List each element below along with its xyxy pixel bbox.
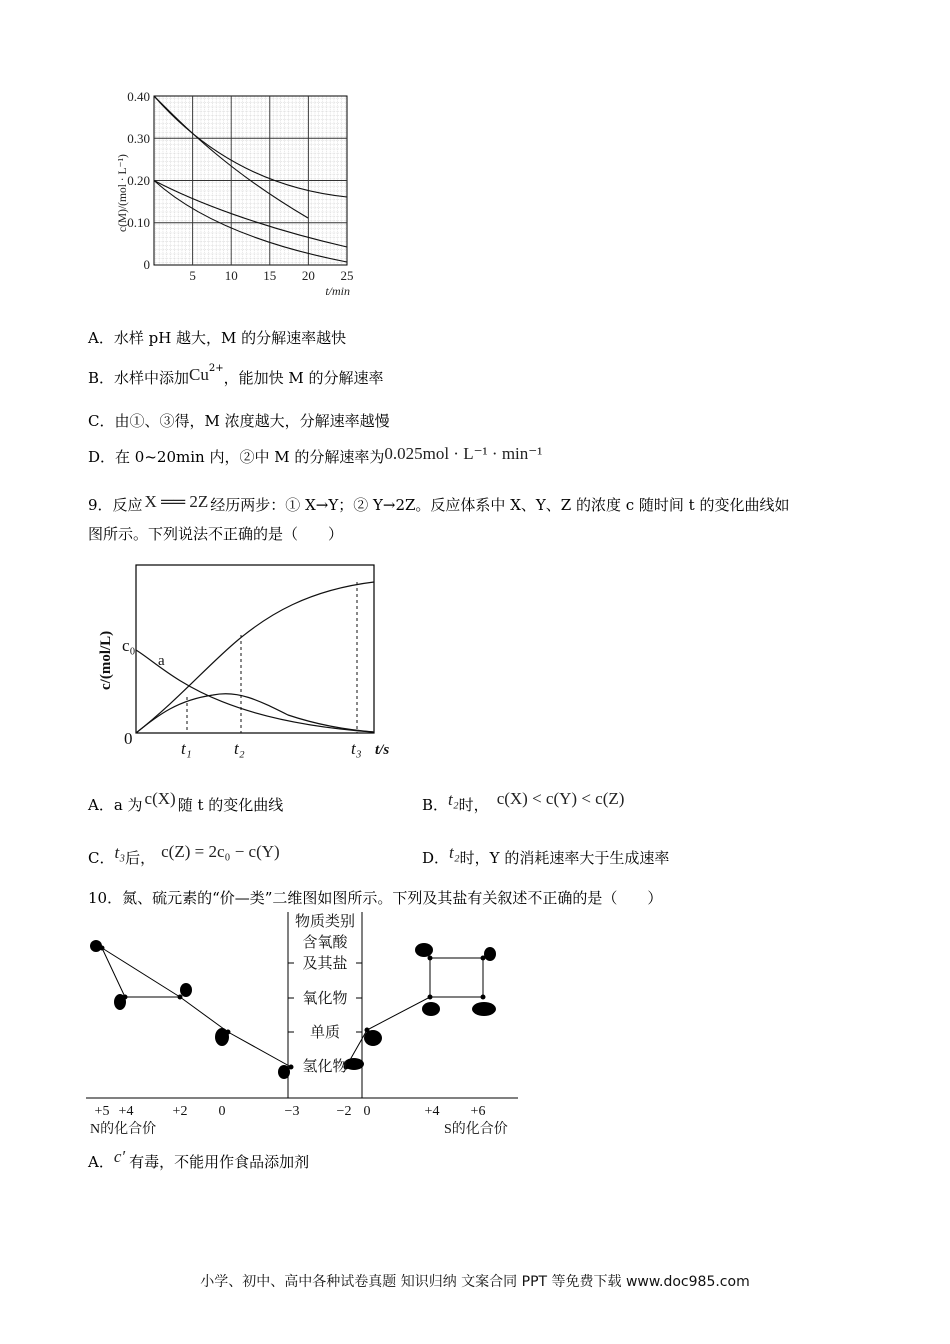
q8-option-d-math: 0.025mol · L⁻¹ · min⁻¹ — [384, 444, 543, 463]
category-title: 物质类别 — [294, 914, 356, 930]
q8-option-b-pre: B．水样中添加 — [88, 369, 190, 387]
n-tick: +5 — [94, 1104, 110, 1119]
category-element: 单质 — [309, 1025, 341, 1041]
n-tick: +2 — [172, 1104, 188, 1119]
s-tick: +4 — [424, 1104, 440, 1119]
origin-label: 0 — [124, 729, 133, 748]
q9-option-b-pre: B． — [422, 796, 449, 814]
q8-option-a: A．水样 pH 越大，M 的分解速率越快 — [88, 329, 347, 347]
n-valence-label: N的化合价 — [90, 1122, 157, 1137]
x-axis-label: t/min — [325, 284, 350, 298]
q9-option-b — [422, 789, 625, 815]
valence-class-diagram — [82, 910, 532, 1138]
q9-option-d-post: 时，Y 的消耗速率大于生成速率 — [459, 849, 670, 867]
y-tick: 0.10 — [127, 215, 150, 230]
category-hydride: 氢化物 — [302, 1059, 348, 1075]
q8-option-b-post: ，能加快 M 的分解速率 — [223, 369, 384, 387]
s-tick: 0 — [363, 1104, 371, 1119]
q9-stem-post: 经历两步：① X→Y；② Y→2Z。反应体系中 X、Y、Z 的浓度 c 随时间 t 的变化曲线如 — [210, 496, 790, 514]
q9-option-c-mid: 后， — [125, 849, 156, 867]
q9-option-a-post: 随 t 的变化曲线 — [177, 796, 284, 814]
t-axis-label: t/s — [375, 742, 390, 758]
q9-option-b-t: t₂ — [448, 790, 459, 809]
q10-option-a — [88, 1147, 310, 1172]
q9-option-c-math: c(Z) = 2c₀ − c(Y) — [161, 842, 280, 861]
q9-option-c-t: t₃ — [114, 843, 126, 862]
category-oxyacid-salt: 及其盐 — [302, 956, 348, 972]
c-axis-label: c/(mol/L) — [98, 630, 114, 690]
q10-stem: 10．氮、硫元素的“价—类”二维图如图所示。下列及其盐有关叙述不正确的是（ ） — [88, 889, 663, 907]
c0-label: c₀ — [122, 636, 136, 655]
x-tick: 15 — [263, 268, 277, 283]
q9-option-b-mid: 时， — [458, 796, 489, 814]
q9-option-b-math: c(X) < c(Y) < c(Z) — [496, 789, 625, 808]
decomposition-chart — [110, 82, 370, 307]
q8-option-b-sup: 2+ — [208, 363, 224, 374]
y-tick: 0 — [143, 257, 150, 272]
q9-option-d — [422, 843, 670, 868]
q8-option-b — [88, 365, 384, 388]
x-tick: 10 — [224, 268, 238, 283]
q8-option-d-pre: D．在 0~20min 内，②中 M 的分解速率为 — [88, 448, 385, 466]
q9-option-a — [88, 789, 284, 815]
y-tick: 0.40 — [127, 89, 150, 104]
q10-option-a-pre: A． — [88, 1153, 114, 1171]
y-axis-label: c(M)/(mol · L⁻¹) — [117, 154, 129, 232]
q9-stem-pre: 9．反应 — [88, 496, 143, 514]
q8-option-b-math: Cu — [189, 365, 209, 384]
s-tick: +6 — [470, 1104, 486, 1119]
q9-option-c — [88, 842, 280, 868]
n-tick: +4 — [118, 1104, 134, 1119]
q9-option-d-pre: D． — [422, 849, 450, 867]
t3-label: t₃ — [351, 739, 362, 758]
t1-label: t₁ — [181, 739, 192, 758]
q9-option-a-pre: A．a 为 — [88, 796, 143, 814]
concentration-chart — [88, 560, 408, 765]
y-tick: 0.30 — [127, 131, 150, 146]
curve-a-label: a — [158, 653, 165, 669]
q9-stem-line1 — [88, 492, 790, 515]
q9-stem-math: X ══ 2Z — [144, 492, 209, 511]
q9-option-d-t: t₂ — [449, 843, 460, 862]
n-tick: −3 — [284, 1104, 300, 1119]
y-tick: 0.20 — [127, 173, 150, 188]
n-tick: 0 — [218, 1104, 226, 1119]
page-footer: 小学、初中、高中各种试卷真题 知识归纳 文案合同 PPT 等免费下载 www.doc985.com — [200, 1274, 750, 1290]
s-valence-label: S的化合价 — [444, 1122, 508, 1137]
q10-option-a-math: c′ — [113, 1147, 126, 1166]
q10-option-a-post: 有毒，不能用作食品添加剂 — [129, 1153, 310, 1171]
q9-option-c-pre: C． — [88, 849, 115, 867]
category-oxide: 氧化物 — [302, 991, 348, 1007]
t2-label: t₂ — [234, 739, 245, 758]
q9-stem-line2: 图所示。下列说法不正确的是（ ） — [88, 525, 344, 543]
q8-option-c: C．由①、③得，M 浓度越大，分解速率越慢 — [88, 412, 390, 430]
s-tick: −2 — [336, 1104, 352, 1119]
x-tick: 5 — [189, 268, 196, 283]
x-tick: 20 — [301, 268, 315, 283]
q9-option-a-math: c(X) — [144, 789, 176, 808]
x-tick: 25 — [340, 268, 354, 283]
q8-option-d — [88, 444, 543, 467]
category-oxyacid: 含氧酸 — [302, 935, 348, 951]
